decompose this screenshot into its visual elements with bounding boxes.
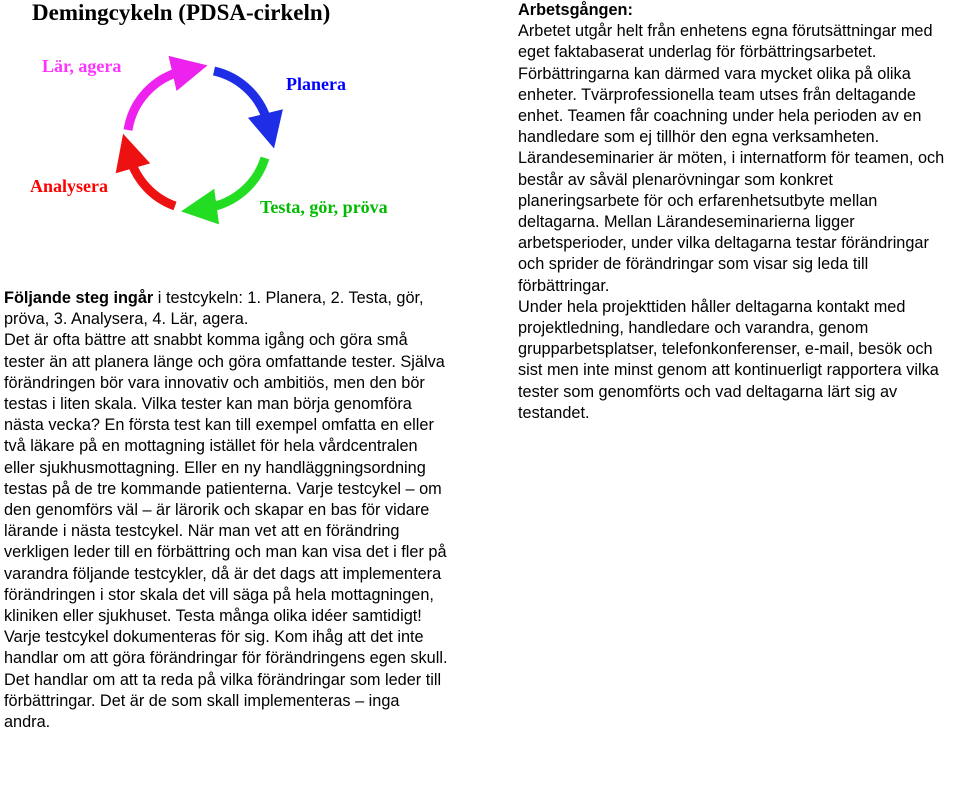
do-label: Testa, gör, pröva bbox=[260, 197, 388, 217]
analyse-label: Analysera bbox=[30, 176, 108, 196]
left-column-text bbox=[4, 288, 448, 733]
act-label: Lär, agera bbox=[42, 56, 122, 76]
plan-label: Planera bbox=[286, 74, 346, 94]
act-arrow bbox=[128, 71, 183, 130]
plan-arrow bbox=[214, 71, 268, 124]
pdsa-cycle-diagram bbox=[0, 40, 470, 280]
work-paragraph-1: Arbetet utgår helt från enhetens egna förutsättningar med eget faktabaserat underlag för förbättringsarbetet. bbox=[518, 22, 933, 62]
left-body: Det är ofta bättre att snabbt komma igång och göra små tester än att planera länge och göra omfattande tester. Själva förändringen bör vara innovativ och ambitiös, men den bör testas i liten skala. Vilka tester kan man börja genomföra nästa vecka? En första test kan till exempel omfatta en eller två läkare på en mottagning istället för hela vårdcentralen eller sjukhusmottagning. Eller en ny handläggningsordning testas på de tre kommande patienterna. Varje testcykel – om den genomförs väl – är lärorik och skapar en bas för vidare lärande i nästa testcykel. När man vet att en förändring verkligen leder till en förbättring och man kan visa det i fler på varandra följande testcykler, då är det dags att implementera förändringen i stor skala det vill säga på hela mottagningen, kliniken eller sjukhuset. Testa många olika idéer samtidigt! Varje testcykel dokumenteras för sig. Kom ihåg att det inte handlar om att göra förändringar för förändringens egen skull. Det handlar om att ta reda på vilka förändringar som leder till förbättringar. Det är de som skall implementeras – inga andra. bbox=[4, 331, 448, 732]
analyse-arrow bbox=[130, 158, 175, 206]
page-title: Demingcykeln (PDSA-cirkeln) bbox=[32, 0, 331, 25]
work-paragraph-2: Förbättringarna kan därmed vara mycket olika på olika enheter. Tvärprofessionella team utses från deltagande enhet. Teamen får coachning under hela perioden av en handledare som ej tillhör den egna verksamheten. Lärandeseminarier är möten, i internatform för teamen, och består av såväl plenarövningar som konkret planeringsarbete för och erfarenhetsutbyte mellan deltagarna. Mellan Lärandeseminarierna ligger arbetsperioder, under vilka deltagarna testar förändringar och sprider de förändringar som visar sig leda till förbättringar. bbox=[518, 64, 945, 295]
work-paragraph-3: Under hela projekttiden håller deltagarna kontakt med projektledning, handledare och varandra, genom grupparbetsplatser, telefonkonferenser, e-mail, besök och sist men inte minst genom att kontinuerligt rapportera vilka tester som genomförts och vad deltagarna lärt sig av testandet. bbox=[518, 297, 939, 422]
lead-bold: Följande steg ingår bbox=[4, 289, 154, 307]
do-arrow bbox=[206, 158, 265, 208]
work-heading: Arbetsgången: bbox=[518, 1, 633, 19]
lead-rest: i testcykeln: 1. Planera, 2. Testa, gör, pröva, 3. Analysera, 4. Lär, agera. bbox=[4, 289, 424, 329]
right-column-text bbox=[518, 0, 958, 424]
